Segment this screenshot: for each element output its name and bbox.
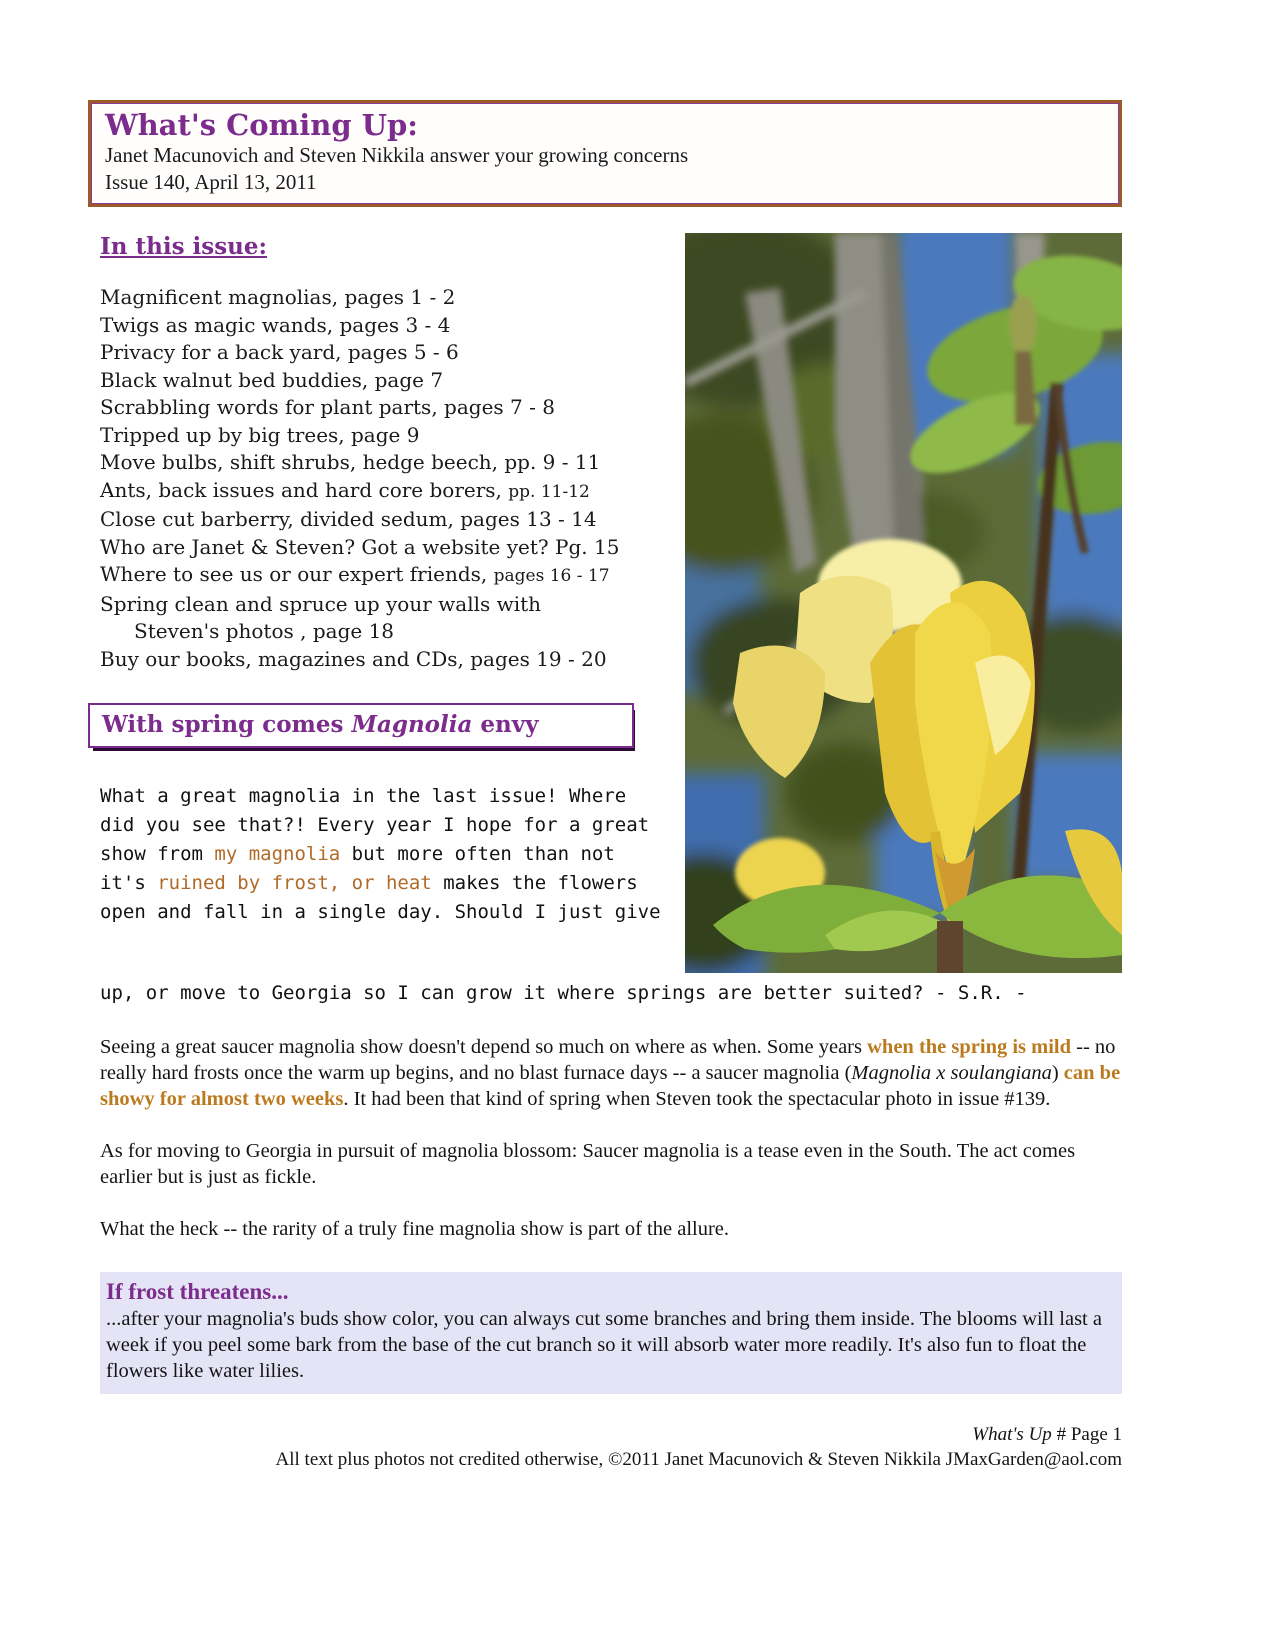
toc-item-text: Black walnut bed buddies, page 7 bbox=[100, 367, 444, 392]
magnolia-photo bbox=[685, 233, 1122, 973]
frost-body: ...after your magnolia's buds show color, you can always cut some branches and bring them inside. The blooms will last a week if you peel some bark from the base of the cut branch so it will absorb water more readily. It's also fun to float the flowers like water lilies. bbox=[106, 1308, 1102, 1382]
toc-item-text: Move bulbs, shift shrubs, hedge beech, pp. 9 - 11 bbox=[100, 450, 601, 474]
answer-paragraph-2: As for moving to Georgia in pursuit of magnolia blossom: Saucer magnolia is a tease even in the South. The act comes earlier but is just as fickle. bbox=[100, 1140, 1076, 1188]
toc-item-text: Spring clean and spruce up your walls with bbox=[100, 591, 542, 616]
frost-tip-box bbox=[100, 1272, 1122, 1394]
toc-item-pages: pp. 11-12 bbox=[508, 481, 590, 502]
botanical-name: Magnolia x soulangiana bbox=[851, 1062, 1052, 1084]
question-highlight: my magnolia bbox=[214, 843, 341, 865]
newsletter-title: What's Coming Up: bbox=[105, 108, 418, 142]
page-footer bbox=[100, 1422, 1122, 1472]
answer-paragraph-3: What the heck -- the rarity of a truly fine magnolia show is part of the allure. bbox=[100, 1218, 730, 1240]
question-text: but more often than not it's bbox=[100, 843, 615, 894]
paragraph-accent: can be showy for almost two weeks bbox=[100, 1062, 1121, 1110]
question-text: What a great magnolia in the last issue! Where did you see that?! Every year I hope for a great show from bbox=[100, 785, 650, 865]
toc-item-text: Ants, back issues and hard core borers, bbox=[100, 477, 509, 502]
main-content bbox=[100, 233, 1122, 1472]
question-highlight: ruined by frost, or heat bbox=[157, 872, 432, 894]
issue-line: Issue 140, April 13, 2011 bbox=[105, 170, 317, 194]
paragraph-text: ) bbox=[1051, 1062, 1064, 1084]
toc-item-text: Steven's photos , page 18 bbox=[134, 619, 395, 643]
reader-question-continued: up, or move to Georgia so I can grow it where springs are better suited? - S.R. - bbox=[100, 982, 1027, 1004]
newsletter-subtitle: Janet Macunovich and Steven Nikkila answer your growing concerns bbox=[105, 143, 689, 167]
frost-heading: If frost threatens... bbox=[106, 1279, 289, 1304]
toc-item-text: Magnificent magnolias, pages 1 - 2 bbox=[100, 285, 456, 309]
toc-item-text: Where to see us or our expert friends, bbox=[100, 562, 494, 586]
paragraph-accent: when the spring is mild bbox=[867, 1036, 1072, 1058]
footer-newsletter-name: What's Up bbox=[972, 1424, 1052, 1445]
section-header bbox=[88, 703, 634, 748]
question-text: makes the flowers open and fall in a single day. Should I just give bbox=[100, 872, 661, 923]
toc-item-pages: pages 16 - 17 bbox=[493, 566, 610, 586]
section-title-suffix: envy bbox=[472, 711, 539, 738]
toc-item-text: Twigs as magic wands, pages 3 - 4 bbox=[100, 312, 451, 337]
answer-paragraph-1 bbox=[100, 1034, 1122, 1112]
paragraph-text: -- no really hard frosts once the warm up begins, and no blast furnace days -- a saucer magnolia ( bbox=[100, 1036, 1116, 1084]
toc-heading: In this issue: bbox=[100, 233, 268, 260]
toc-item-text: Buy our books, magazines and CDs, pages 19 - 20 bbox=[100, 646, 607, 671]
header-box bbox=[88, 100, 1122, 207]
section-title-italic: Magnolia bbox=[351, 711, 473, 738]
footer-page-number: # Page 1 bbox=[1051, 1424, 1122, 1445]
toc-item-text: Tripped up by big trees, page 9 bbox=[100, 422, 420, 447]
paragraph-text: . It had been that kind of spring when Steven took the spectacular photo in issue #139. bbox=[343, 1088, 1051, 1110]
footer-credit: All text plus photos not credited otherwise, ©2011 Janet Macunovich & Steven Nikkila JMaxGarden@aol.com bbox=[275, 1449, 1122, 1470]
toc-item-text: Who are Janet & Steven? Got a website yet? Pg. 15 bbox=[100, 534, 620, 559]
toc-item-text: Privacy for a back yard, pages 5 - 6 bbox=[100, 340, 459, 364]
magnolia-photo-graphic bbox=[685, 233, 1122, 973]
paragraph-text: Seeing a great saucer magnolia show doesn't depend so much on where as when. Some years bbox=[100, 1036, 868, 1058]
toc-item-text: Close cut barberry, divided sedum, pages 13 - 14 bbox=[100, 507, 597, 531]
section-title-prefix: With spring comes bbox=[102, 711, 352, 738]
footer-page-label bbox=[100, 1422, 1122, 1447]
toc-item-text: Scrabbling words for plant parts, pages 7 - 8 bbox=[100, 395, 555, 419]
